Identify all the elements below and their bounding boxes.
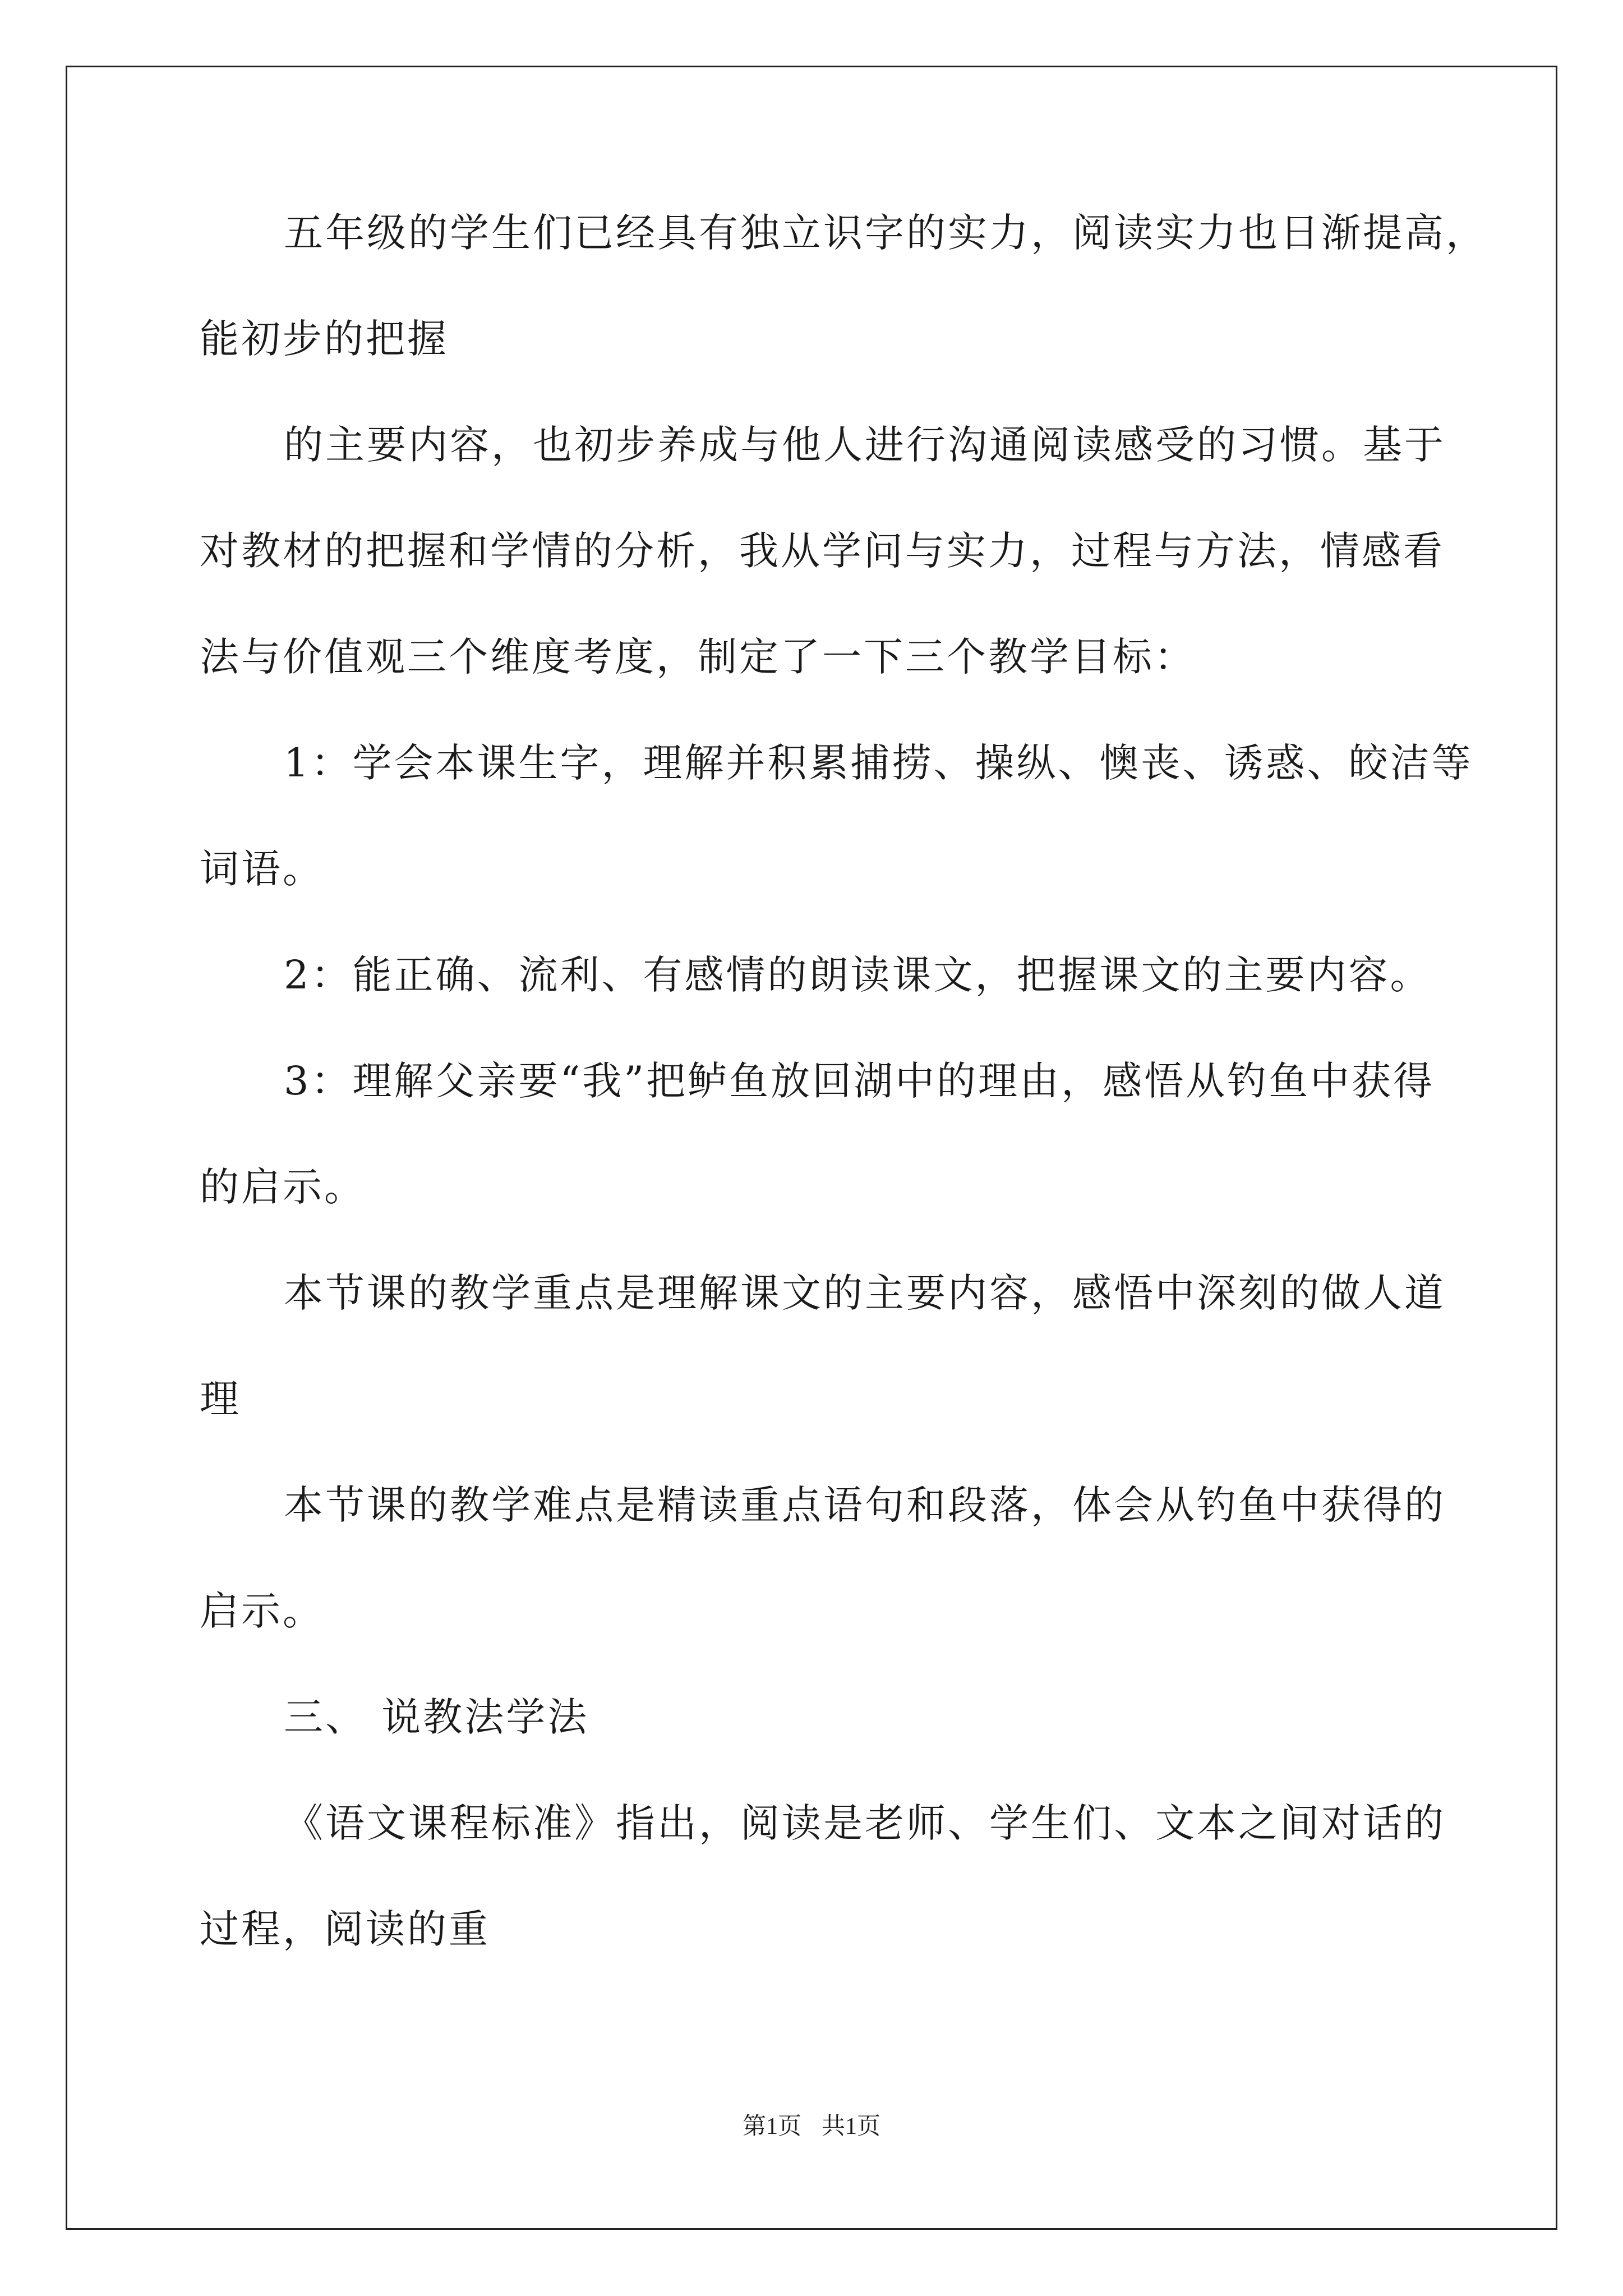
- paragraph-line: 1：学会本课生字，理解并积累捕捞、操纵、懊丧、诱惑、皎洁等: [284, 740, 1473, 786]
- paragraph-line: 的主要内容，也初步养成与他人进行沟通阅读感受的习惯。基于: [284, 422, 1446, 468]
- paragraph-line: 启示。: [200, 1588, 324, 1634]
- paragraph-line: 词语。: [200, 846, 324, 892]
- paragraph-line: 五年级的学生们已经具有独立识字的实力，阅读实力也日渐提高，: [284, 210, 1487, 256]
- paragraph-line: 本节课的教学难点是精读重点语句和段落，体会从钓鱼中获得的: [284, 1482, 1446, 1528]
- section-heading: 三、 说教法学法: [284, 1694, 589, 1740]
- page-footer: [0, 2115, 1623, 2138]
- paragraph-line: 法与价值观三个维度考度，制定了一下三个教学目标：: [200, 634, 1196, 680]
- paragraph-line: 过程，阅读的重: [200, 1906, 490, 1952]
- paragraph-line: 3：理解父亲要“我”把鲈鱼放回湖中的理由，感悟从钓鱼中获得: [284, 1058, 1435, 1104]
- page-border: [66, 66, 1557, 2230]
- paragraph-line: 对教材的把握和学情的分析，我从学问与实力，过程与方法，情感看: [200, 528, 1445, 574]
- page-number: 第1页: [742, 2114, 801, 2139]
- paragraph-line: 《语文课程标准》指出，阅读是老师、学生们、文本之间对话的: [284, 1800, 1446, 1846]
- page-total: 共1页: [822, 2114, 881, 2139]
- paragraph-line: 本节课的教学重点是理解课文的主要内容，感悟中深刻的做人道: [284, 1270, 1446, 1316]
- paragraph-line: 2：能正确、流利、有感情的朗读课文，把握课文的主要内容。: [284, 952, 1432, 998]
- paragraph-line: 能初步的把握: [200, 316, 449, 362]
- paragraph-line: 理: [200, 1376, 241, 1422]
- paragraph-line: 的启示。: [200, 1164, 366, 1210]
